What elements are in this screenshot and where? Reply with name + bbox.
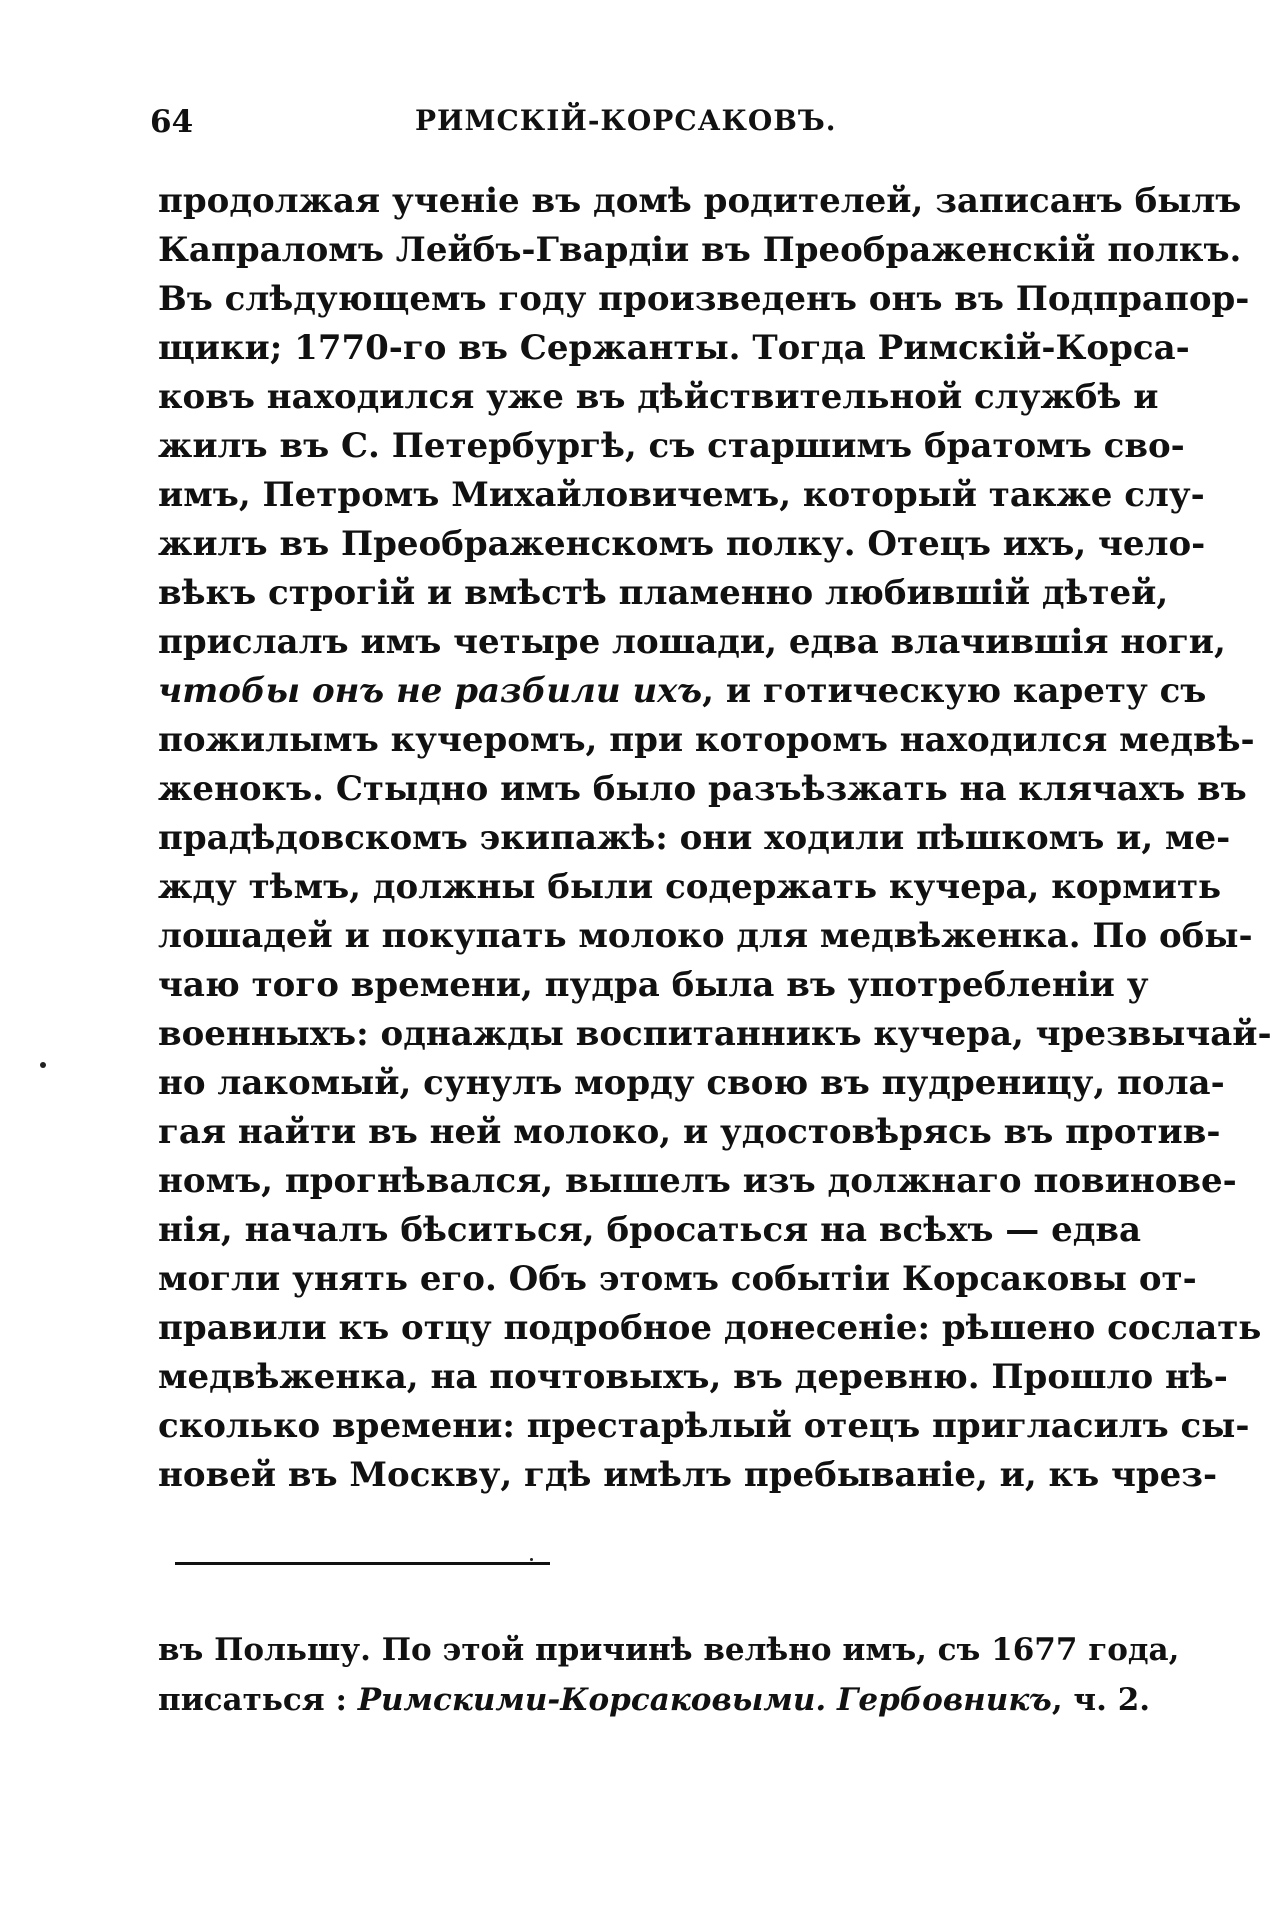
body-line: жилъ въ Преображенскомъ полку. Отецъ ихъ, чело-: [158, 524, 1206, 564]
footnote-line: въ Польшу. По этой причинѣ велѣно имъ, съ 1677 года,: [158, 1632, 1180, 1668]
body-text: [158, 177, 1272, 1500]
body-line: щики; 1770-го въ Сержанты. Тогда Римскій-Корса-: [158, 328, 1190, 368]
body-line: номъ, прогнѣвался, вышелъ изъ должнаго повинове-: [158, 1161, 1237, 1201]
body-line: Капраломъ Лейбъ-Гвардіи въ Преображенскій полкъ.: [158, 230, 1242, 270]
body-line: гая найти въ ней молоко, и удостовѣрясь въ против-: [158, 1112, 1221, 1152]
body-line: правили къ отцу подробное донесеніе: рѣшено сослать: [158, 1308, 1262, 1348]
body-line: медвѣженка, на почтовыхъ, въ деревню. Прошло нѣ-: [158, 1357, 1228, 1397]
body-line: женокъ. Стыдно имъ было разъѣзжать на клячахъ въ: [158, 769, 1247, 809]
footnote-rule: [175, 1562, 550, 1565]
body-line: но лакомый, сунулъ морду свою въ пудреницу, пола-: [158, 1063, 1225, 1103]
italic-phrase: чтобы онъ не разбили ихъ: [158, 671, 703, 711]
body-line: имъ, Петромъ Михайловичемъ, который также слу-: [158, 475, 1205, 515]
body-line: нія, началъ бѣситься, бросаться на всѣхъ — едва: [158, 1210, 1142, 1250]
body-line: жилъ въ С. Петербургѣ, съ старшимъ братомъ сво-: [158, 426, 1185, 466]
body-line: прадѣдовскомъ экипажѣ: они ходили пѣшкомъ и, ме-: [158, 818, 1231, 858]
body-line: продолжая ученіе въ домѣ родителей, записанъ былъ: [158, 181, 1242, 221]
body-line: лошадей и покупать молоко для медвѣженка. По обы-: [158, 916, 1253, 956]
print-speck: [530, 1558, 533, 1561]
print-speck: [40, 1062, 46, 1068]
line-rest: , и готическую карету съ: [702, 671, 1207, 711]
body-line: прислалъ имъ четыре лошади, едва влачившія ноги,: [158, 622, 1226, 662]
footnote-line-mixed: [158, 1675, 1151, 1725]
body-line: вѣкъ строгій и вмѣстѣ пламенно любившій дѣтей,: [158, 573, 1169, 613]
body-line: пожилымъ кучеромъ, при которомъ находился медвѣ-: [158, 720, 1255, 760]
body-line: новей въ Москву, гдѣ имѣлъ пребываніе, и, къ чрез-: [158, 1455, 1218, 1495]
page-number: 64: [150, 104, 194, 140]
body-line: могли унять его. Объ этомъ событіи Корсаковы от-: [158, 1259, 1197, 1299]
body-line: ковъ находился уже въ дѣйствительной службѣ и: [158, 377, 1159, 417]
body-line: военныхъ: однажды воспитанникъ кучера, чрезвычай-: [158, 1014, 1272, 1054]
footnote: [158, 1625, 1180, 1725]
footnote-prefix: писаться :: [158, 1682, 358, 1718]
body-line: чаю того времени, пудра была въ употребленіи у: [158, 965, 1149, 1005]
running-head: РИМСКІЙ-КОРСАКОВЪ.: [415, 104, 837, 137]
footnote-suffix: , ч. 2.: [1051, 1682, 1151, 1718]
body-line: сколько времени: престарѣлый отецъ пригласилъ сы-: [158, 1406, 1250, 1446]
body-line: жду тѣмъ, должны были содержать кучера, кормить: [158, 867, 1222, 907]
footnote-italic: Римскими-Корсаковыми. Гербовникъ: [357, 1682, 1052, 1718]
body-line-mixed: [158, 667, 1207, 716]
body-line: Въ слѣдующемъ году произведенъ онъ въ Подпрапор-: [158, 279, 1250, 319]
